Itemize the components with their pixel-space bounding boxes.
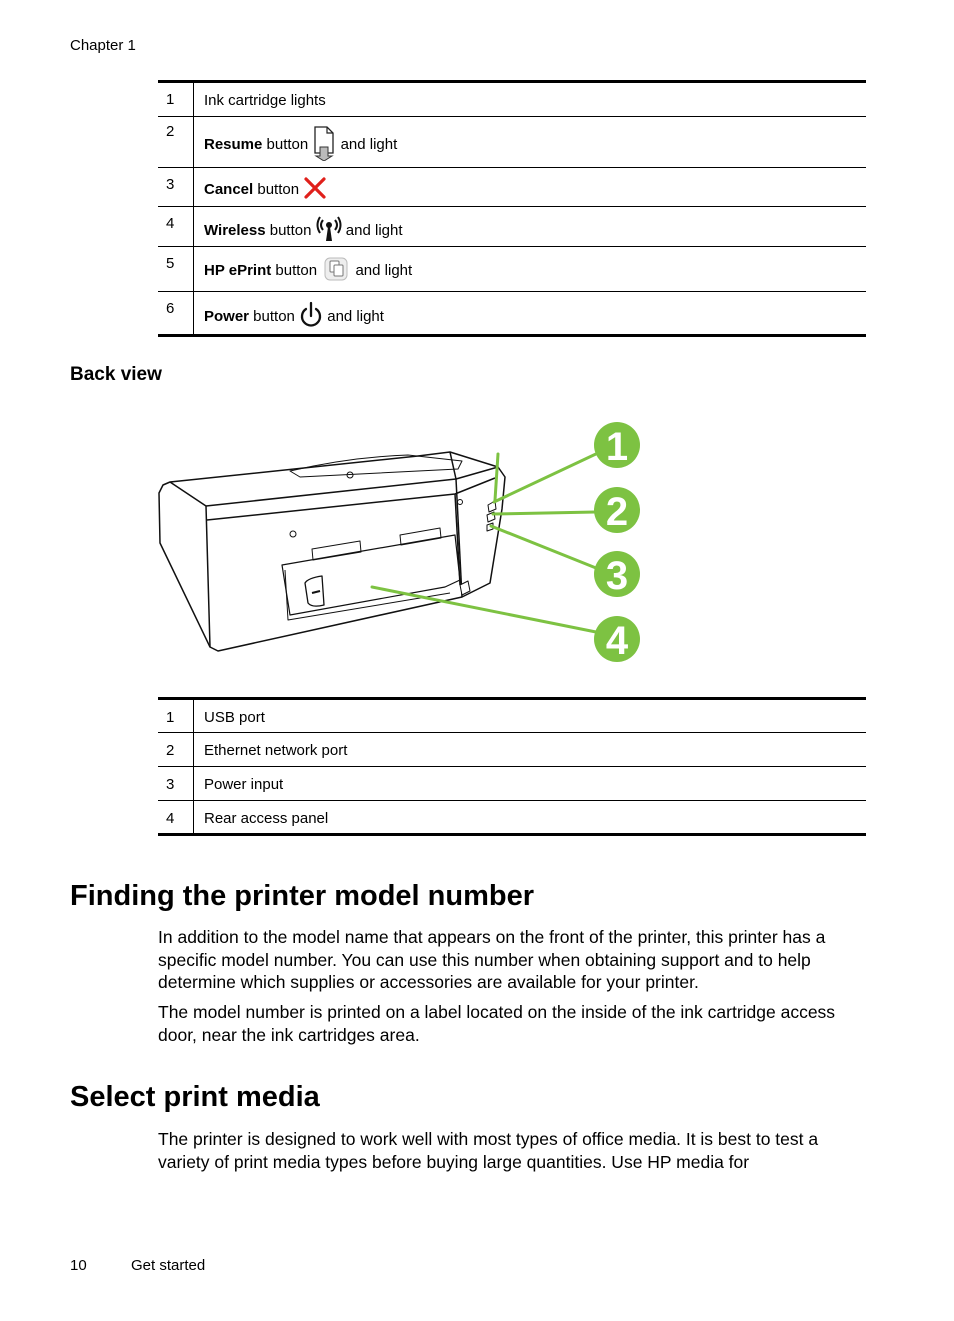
row-number: 1	[166, 91, 175, 108]
callout-label: 1	[605, 425, 629, 469]
row-label: button	[271, 261, 322, 279]
back-view-table	[158, 697, 866, 836]
table-row	[158, 767, 866, 801]
table-row	[158, 699, 866, 733]
paragraph: The model number is printed on a label located on the inside of the ink cartridge access door, near the ink cartridges area.	[158, 1002, 836, 1045]
row-number: 6	[166, 300, 175, 317]
row-label: button	[249, 307, 300, 325]
row-label: Rear access panel	[204, 810, 329, 827]
row-label-bold: Resume	[204, 135, 263, 153]
row-label: Power input	[204, 776, 284, 793]
row-label: button	[262, 135, 313, 153]
row-number: 3	[166, 776, 175, 793]
row-number: 5	[166, 255, 175, 272]
row-label-bold: Wireless	[204, 221, 266, 239]
footer-section-label: Get started	[131, 1257, 206, 1274]
row-label-bold: Power	[204, 307, 250, 325]
row-number: 4	[166, 215, 175, 232]
row-label-bold: HP ePrint	[204, 261, 272, 279]
row-number: 1	[166, 709, 175, 726]
callout-label: 2	[605, 490, 629, 534]
row-label-bold: Cancel	[204, 180, 254, 198]
row-label: USB port	[204, 709, 265, 726]
callout-1	[593, 421, 641, 474]
row-number: 4	[166, 810, 175, 827]
row-label: button	[265, 221, 316, 239]
row-label-suffix: and light	[341, 221, 403, 239]
callout-label: 3	[605, 554, 629, 598]
callout-line-3	[491, 526, 596, 568]
running-header: Chapter 1	[70, 37, 136, 54]
callout-2	[593, 486, 641, 539]
callout-line-2	[493, 512, 596, 514]
callout-4	[593, 615, 641, 668]
back-view-heading: Back view	[70, 364, 162, 385]
row-label-suffix: and light	[323, 307, 384, 325]
row-label: Ink cartridge lights	[204, 92, 326, 109]
table-row	[158, 733, 866, 767]
row-label: Ethernet network port	[204, 742, 348, 759]
paragraph: The printer is designed to work well with most types of office media. It is best to test a variety of print media types before buying large quantities. Use HP media for	[158, 1129, 819, 1172]
section-heading-print-media: Select print media	[70, 1081, 320, 1113]
paragraph: In addition to the model name that appears on the front of the printer, this printer has a specific model number. You can use this number when obtaining support and to help determine which supplies or accessories are available for your printer.	[158, 927, 826, 992]
section-heading-model-number: Finding the printer model number	[70, 880, 534, 912]
page-number: 10	[70, 1257, 87, 1274]
callout-line-4	[372, 587, 596, 632]
row-label-suffix: and light	[351, 261, 413, 279]
row-number: 3	[166, 176, 175, 193]
table-row	[158, 801, 866, 835]
callout-line-1	[494, 453, 598, 502]
callout-3	[593, 550, 641, 603]
row-label: button	[253, 180, 304, 198]
row-label-suffix: and light	[336, 135, 398, 153]
callout-label: 4	[605, 619, 629, 663]
row-number: 2	[166, 742, 175, 759]
row-number: 2	[166, 123, 175, 140]
